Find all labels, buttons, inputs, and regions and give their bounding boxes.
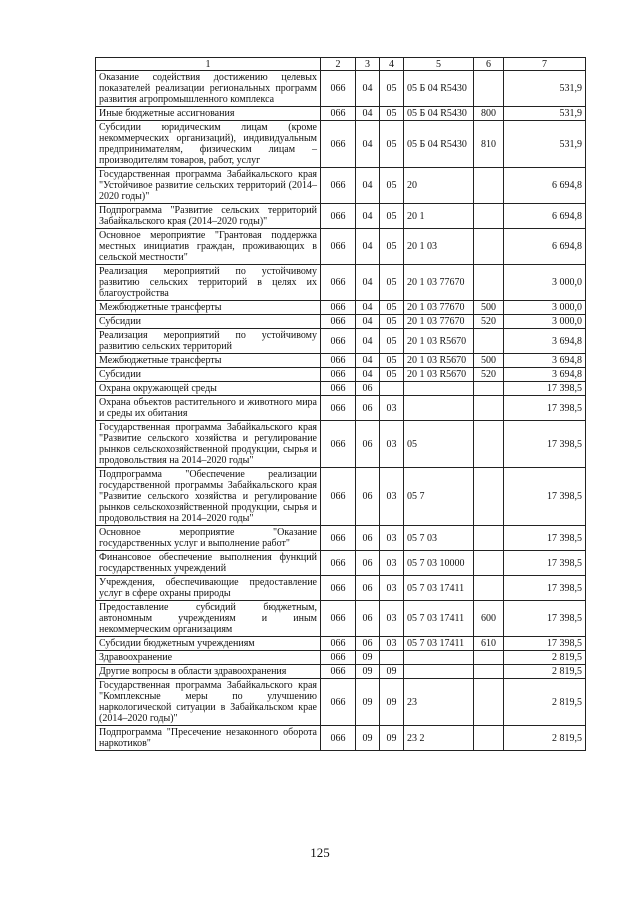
row-grbs-code: 066 bbox=[321, 121, 356, 168]
row-name: Оказание содействия достижению целевых показателей реализации региональных программ развития агропромышленного комплекса bbox=[96, 71, 321, 107]
table-row bbox=[96, 382, 586, 396]
row-amount: 17 398,5 bbox=[504, 601, 586, 637]
row-section-code: 06 bbox=[356, 526, 380, 551]
table-row bbox=[96, 168, 586, 204]
row-section-code: 04 bbox=[356, 229, 380, 265]
row-grbs-code: 066 bbox=[321, 726, 356, 751]
row-name: Подпрограмма "Обеспечение реализации государственной программы Забайкальского края "Развитие сельского хозяйства и регулирование рынков сельскохозяйственной продукции, сырья и продовольствия на 2014–2020 годы" bbox=[96, 468, 321, 526]
table-row bbox=[96, 396, 586, 421]
row-expense-type bbox=[474, 329, 504, 354]
row-expense-type bbox=[474, 204, 504, 229]
row-grbs-code: 066 bbox=[321, 368, 356, 382]
row-amount: 531,9 bbox=[504, 71, 586, 107]
row-amount: 3 000,0 bbox=[504, 301, 586, 315]
table-row bbox=[96, 121, 586, 168]
row-section-code: 04 bbox=[356, 315, 380, 329]
row-name: Государственная программа Забайкальского края "Комплексные меры по улучшению наркологической ситуации в Забайкальском крае (2014–2020 годы)" bbox=[96, 679, 321, 726]
row-grbs-code: 066 bbox=[321, 679, 356, 726]
row-grbs-code: 066 bbox=[321, 229, 356, 265]
row-subsection-code: 05 bbox=[380, 368, 404, 382]
row-section-code: 04 bbox=[356, 265, 380, 301]
row-target-code: 23 2 bbox=[404, 726, 474, 751]
column-header-1: 1 bbox=[96, 58, 321, 71]
row-grbs-code: 066 bbox=[321, 526, 356, 551]
row-name: Основное мероприятие "Оказание государственных услуг и выполнение работ" bbox=[96, 526, 321, 551]
row-target-code: 05 7 03 17411 bbox=[404, 576, 474, 601]
row-subsection-code: 05 bbox=[380, 301, 404, 315]
row-target-code: 05 Б 04 R5430 bbox=[404, 121, 474, 168]
row-expense-type bbox=[474, 526, 504, 551]
row-name: Другие вопросы в области здравоохранения bbox=[96, 665, 321, 679]
table-row bbox=[96, 576, 586, 601]
row-grbs-code: 066 bbox=[321, 382, 356, 396]
row-name: Подпрограмма "Пресечение незаконного оборота наркотиков" bbox=[96, 726, 321, 751]
row-subsection-code: 03 bbox=[380, 468, 404, 526]
table-row bbox=[96, 107, 586, 121]
row-amount: 17 398,5 bbox=[504, 382, 586, 396]
row-target-code: 20 1 03 77670 bbox=[404, 315, 474, 329]
row-subsection-code: 05 bbox=[380, 204, 404, 229]
row-expense-type: 800 bbox=[474, 107, 504, 121]
column-header-3: 3 bbox=[356, 58, 380, 71]
row-target-code: 05 Б 04 R5430 bbox=[404, 107, 474, 121]
row-expense-type bbox=[474, 665, 504, 679]
row-target-code: 05 7 03 bbox=[404, 526, 474, 551]
row-subsection-code: 05 bbox=[380, 354, 404, 368]
row-subsection-code: 09 bbox=[380, 665, 404, 679]
row-grbs-code: 066 bbox=[321, 396, 356, 421]
row-name: Учреждения, обеспечивающие предоставление услуг в сфере охраны природы bbox=[96, 576, 321, 601]
table-row bbox=[96, 526, 586, 551]
row-section-code: 04 bbox=[356, 301, 380, 315]
row-amount: 17 398,5 bbox=[504, 576, 586, 601]
row-grbs-code: 066 bbox=[321, 204, 356, 229]
row-amount: 17 398,5 bbox=[504, 526, 586, 551]
row-amount: 2 819,5 bbox=[504, 665, 586, 679]
row-expense-type bbox=[474, 551, 504, 576]
row-expense-type bbox=[474, 265, 504, 301]
row-name: Субсидии bbox=[96, 315, 321, 329]
row-amount: 17 398,5 bbox=[504, 637, 586, 651]
row-amount: 2 819,5 bbox=[504, 651, 586, 665]
row-grbs-code: 066 bbox=[321, 107, 356, 121]
table-row bbox=[96, 301, 586, 315]
row-amount: 6 694,8 bbox=[504, 168, 586, 204]
row-section-code: 06 bbox=[356, 637, 380, 651]
row-amount: 3 000,0 bbox=[504, 265, 586, 301]
row-subsection-code: 09 bbox=[380, 726, 404, 751]
row-section-code: 06 bbox=[356, 468, 380, 526]
row-subsection-code: 03 bbox=[380, 551, 404, 576]
row-expense-type bbox=[474, 651, 504, 665]
row-target-code: 05 bbox=[404, 421, 474, 468]
row-grbs-code: 066 bbox=[321, 315, 356, 329]
row-subsection-code: 05 bbox=[380, 121, 404, 168]
row-name: Межбюджетные трансферты bbox=[96, 301, 321, 315]
row-subsection-code: 03 bbox=[380, 421, 404, 468]
row-name: Субсидии бюджетным учреждениям bbox=[96, 637, 321, 651]
row-amount: 3 000,0 bbox=[504, 315, 586, 329]
row-target-code bbox=[404, 651, 474, 665]
row-grbs-code: 066 bbox=[321, 468, 356, 526]
table-row bbox=[96, 551, 586, 576]
column-header-5: 5 bbox=[404, 58, 474, 71]
row-grbs-code: 066 bbox=[321, 265, 356, 301]
row-name: Межбюджетные трансферты bbox=[96, 354, 321, 368]
row-expense-type bbox=[474, 396, 504, 421]
row-name: Охрана объектов растительного и животного мира и среды их обитания bbox=[96, 396, 321, 421]
row-grbs-code: 066 bbox=[321, 637, 356, 651]
row-amount: 6 694,8 bbox=[504, 229, 586, 265]
row-section-code: 04 bbox=[356, 329, 380, 354]
row-target-code bbox=[404, 382, 474, 396]
row-name: Основное мероприятие "Грантовая поддержка местных инициатив граждан, проживающих в сельской местности" bbox=[96, 229, 321, 265]
table-row bbox=[96, 329, 586, 354]
row-name: Охрана окружающей среды bbox=[96, 382, 321, 396]
row-subsection-code: 05 bbox=[380, 265, 404, 301]
row-expense-type: 520 bbox=[474, 315, 504, 329]
table-row bbox=[96, 265, 586, 301]
row-subsection-code: 05 bbox=[380, 168, 404, 204]
table-row bbox=[96, 229, 586, 265]
row-target-code: 05 7 03 10000 bbox=[404, 551, 474, 576]
row-subsection-code: 05 bbox=[380, 107, 404, 121]
row-section-code: 04 bbox=[356, 107, 380, 121]
table-row bbox=[96, 726, 586, 751]
row-grbs-code: 066 bbox=[321, 651, 356, 665]
row-amount: 3 694,8 bbox=[504, 368, 586, 382]
row-target-code bbox=[404, 665, 474, 679]
row-section-code: 09 bbox=[356, 651, 380, 665]
row-subsection-code: 09 bbox=[380, 679, 404, 726]
row-expense-type bbox=[474, 679, 504, 726]
row-section-code: 06 bbox=[356, 576, 380, 601]
row-expense-type: 500 bbox=[474, 301, 504, 315]
table-body bbox=[96, 71, 586, 751]
row-name: Подпрограмма "Развитие сельских территорий Забайкальского края (2014–2020 годы)" bbox=[96, 204, 321, 229]
row-name: Субсидии юридическим лицам (кроме некоммерческих организаций), индивидуальным предпринимателям, физическим лицам – производителям товаров, работ, услуг bbox=[96, 121, 321, 168]
row-expense-type bbox=[474, 229, 504, 265]
row-name: Предоставление субсидий бюджетным, автономным учреждениям и иным некоммерческим организациям bbox=[96, 601, 321, 637]
table-row bbox=[96, 468, 586, 526]
page-number: 125 bbox=[310, 845, 330, 860]
row-target-code: 05 7 03 17411 bbox=[404, 601, 474, 637]
row-amount: 3 694,8 bbox=[504, 329, 586, 354]
column-header-6: 6 bbox=[474, 58, 504, 71]
row-amount: 17 398,5 bbox=[504, 421, 586, 468]
header-row bbox=[96, 58, 586, 71]
row-expense-type bbox=[474, 421, 504, 468]
column-header-7: 7 bbox=[504, 58, 586, 71]
row-subsection-code: 05 bbox=[380, 71, 404, 107]
row-target-code: 20 1 bbox=[404, 204, 474, 229]
row-grbs-code: 066 bbox=[321, 421, 356, 468]
row-amount: 2 819,5 bbox=[504, 679, 586, 726]
row-subsection-code: 05 bbox=[380, 329, 404, 354]
row-amount: 2 819,5 bbox=[504, 726, 586, 751]
row-section-code: 06 bbox=[356, 382, 380, 396]
row-expense-type bbox=[474, 726, 504, 751]
row-expense-type: 610 bbox=[474, 637, 504, 651]
row-subsection-code bbox=[380, 651, 404, 665]
row-amount: 531,9 bbox=[504, 107, 586, 121]
row-name: Иные бюджетные ассигнования bbox=[96, 107, 321, 121]
row-name: Государственная программа Забайкальского края "Устойчивое развитие сельских территорий (2014–2020 годы)" bbox=[96, 168, 321, 204]
row-target-code: 05 Б 04 R5430 bbox=[404, 71, 474, 107]
row-grbs-code: 066 bbox=[321, 71, 356, 107]
row-amount: 17 398,5 bbox=[504, 396, 586, 421]
row-amount: 17 398,5 bbox=[504, 551, 586, 576]
row-grbs-code: 066 bbox=[321, 301, 356, 315]
row-grbs-code: 066 bbox=[321, 354, 356, 368]
row-name: Здравоохранение bbox=[96, 651, 321, 665]
row-subsection-code: 03 bbox=[380, 526, 404, 551]
row-expense-type: 810 bbox=[474, 121, 504, 168]
row-name: Финансовое обеспечение выполнения функций государственных учреждений bbox=[96, 551, 321, 576]
row-section-code: 04 bbox=[356, 368, 380, 382]
table-row bbox=[96, 421, 586, 468]
table-row bbox=[96, 204, 586, 229]
row-target-code: 05 7 bbox=[404, 468, 474, 526]
row-target-code: 20 1 03 bbox=[404, 229, 474, 265]
row-grbs-code: 066 bbox=[321, 551, 356, 576]
table-row bbox=[96, 665, 586, 679]
row-grbs-code: 066 bbox=[321, 576, 356, 601]
row-expense-type bbox=[474, 71, 504, 107]
row-subsection-code: 03 bbox=[380, 396, 404, 421]
row-target-code: 23 bbox=[404, 679, 474, 726]
row-section-code: 04 bbox=[356, 71, 380, 107]
row-section-code: 09 bbox=[356, 665, 380, 679]
row-section-code: 06 bbox=[356, 601, 380, 637]
row-expense-type: 600 bbox=[474, 601, 504, 637]
row-subsection-code: 03 bbox=[380, 637, 404, 651]
row-target-code: 20 1 03 77670 bbox=[404, 265, 474, 301]
row-expense-type bbox=[474, 168, 504, 204]
budget-table bbox=[95, 57, 586, 751]
row-name: Реализация мероприятий по устойчивому развитию сельских территорий bbox=[96, 329, 321, 354]
row-expense-type bbox=[474, 382, 504, 396]
row-subsection-code: 03 bbox=[380, 601, 404, 637]
row-expense-type bbox=[474, 576, 504, 601]
row-grbs-code: 066 bbox=[321, 329, 356, 354]
column-header-2: 2 bbox=[321, 58, 356, 71]
row-amount: 531,9 bbox=[504, 121, 586, 168]
table-row bbox=[96, 368, 586, 382]
row-name: Государственная программа Забайкальского края "Развитие сельского хозяйства и регулирование рынков сельскохозяйственной продукции, сырья и продовольствия на 2014–2020 годы" bbox=[96, 421, 321, 468]
row-target-code: 20 1 03 R5670 bbox=[404, 329, 474, 354]
row-section-code: 04 bbox=[356, 354, 380, 368]
row-expense-type: 500 bbox=[474, 354, 504, 368]
row-target-code: 20 1 03 R5670 bbox=[404, 368, 474, 382]
row-subsection-code: 05 bbox=[380, 315, 404, 329]
row-amount: 6 694,8 bbox=[504, 204, 586, 229]
table-row bbox=[96, 601, 586, 637]
column-header-4: 4 bbox=[380, 58, 404, 71]
row-target-code: 20 1 03 77670 bbox=[404, 301, 474, 315]
row-section-code: 06 bbox=[356, 421, 380, 468]
row-section-code: 09 bbox=[356, 726, 380, 751]
row-target-code: 05 7 03 17411 bbox=[404, 637, 474, 651]
row-expense-type bbox=[474, 468, 504, 526]
table-row bbox=[96, 315, 586, 329]
row-section-code: 06 bbox=[356, 551, 380, 576]
row-grbs-code: 066 bbox=[321, 665, 356, 679]
row-section-code: 04 bbox=[356, 168, 380, 204]
row-grbs-code: 066 bbox=[321, 601, 356, 637]
row-expense-type: 520 bbox=[474, 368, 504, 382]
row-amount: 3 694,8 bbox=[504, 354, 586, 368]
row-name: Реализация мероприятий по устойчивому развитию сельских территорий в целях их благоустройства bbox=[96, 265, 321, 301]
row-section-code: 04 bbox=[356, 204, 380, 229]
row-grbs-code: 066 bbox=[321, 168, 356, 204]
table-row bbox=[96, 354, 586, 368]
table-row bbox=[96, 637, 586, 651]
table-row bbox=[96, 651, 586, 665]
table-row bbox=[96, 71, 586, 107]
row-subsection-code: 03 bbox=[380, 576, 404, 601]
row-name: Субсидии bbox=[96, 368, 321, 382]
row-amount: 17 398,5 bbox=[504, 468, 586, 526]
row-section-code: 06 bbox=[356, 396, 380, 421]
row-section-code: 04 bbox=[356, 121, 380, 168]
row-subsection-code: 05 bbox=[380, 229, 404, 265]
row-target-code bbox=[404, 396, 474, 421]
row-target-code: 20 1 03 R5670 bbox=[404, 354, 474, 368]
row-section-code: 09 bbox=[356, 679, 380, 726]
row-subsection-code bbox=[380, 382, 404, 396]
table-row bbox=[96, 679, 586, 726]
row-target-code: 20 bbox=[404, 168, 474, 204]
